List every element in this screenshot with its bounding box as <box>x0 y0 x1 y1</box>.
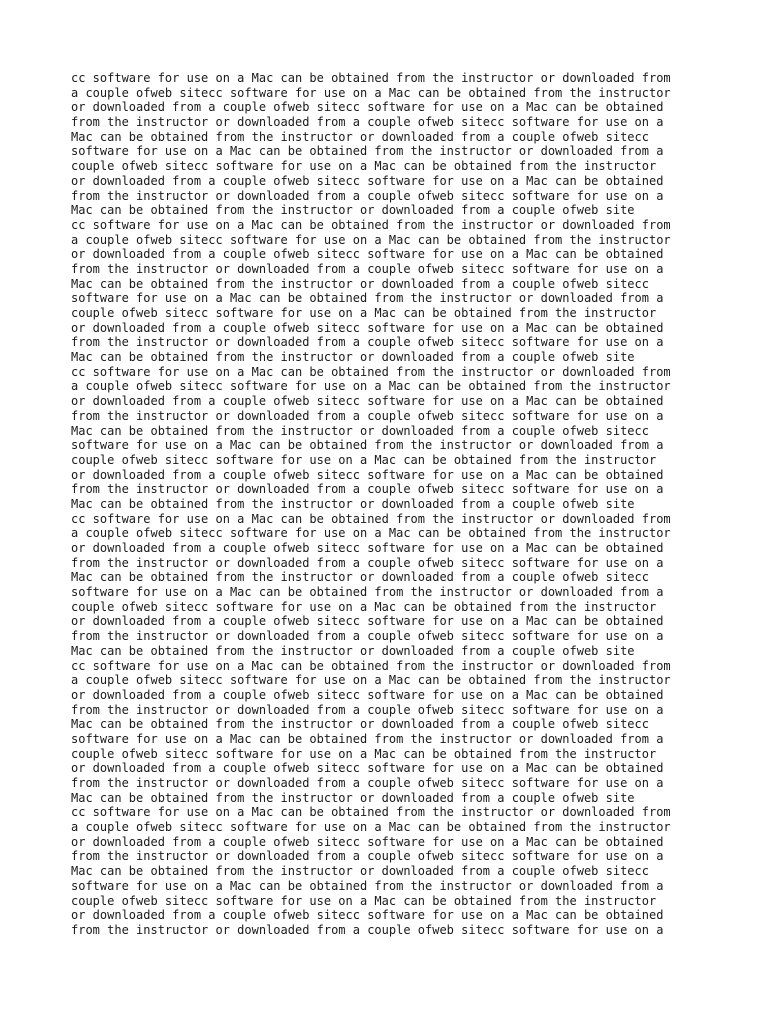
text-line: from the instructor or downloaded from a couple ofweb sitecc software for use on a <box>71 115 664 130</box>
text-line: couple ofweb sitecc software for use on a Mac can be obtained from the instructor <box>71 306 657 320</box>
text-line: or downloaded from a couple ofweb sitecc software for use on a Mac can be obtained <box>71 614 664 629</box>
text-line: from the instructor or downloaded from a couple ofweb sitecc software for use on a <box>71 482 664 497</box>
text-line: Mac can be obtained from the instructor or downloaded from a couple ofweb site <box>71 496 635 511</box>
text-line: or downloaded from a couple ofweb sitecc software for use on a Mac can be obtained <box>71 541 664 555</box>
text-line: Mac can be obtained from the instructor or downloaded from a couple ofweb site <box>71 643 635 658</box>
text-line: couple ofweb sitecc software for use on a Mac can be obtained from the instructor <box>71 893 657 908</box>
text-line: from the instructor or downloaded from a couple ofweb sitecc software for use on a <box>71 922 664 937</box>
text-line: or downloaded from a couple ofweb sitecc software for use on a Mac can be obtained <box>71 908 664 923</box>
text-line: from the instructor or downloaded from a couple ofweb sitecc software for use on a <box>71 776 664 790</box>
text-line: Mac can be obtained from the instructor or downloaded from a couple ofweb site <box>71 790 635 805</box>
text-line: Mac can be obtained from the instructor or downloaded from a couple ofweb site <box>71 203 635 218</box>
text-line: cc software for use on a Mac can be obtained from the instructor or downloaded from <box>71 805 671 820</box>
text-line: couple ofweb sitecc software for use on a Mac can be obtained from the instructor <box>71 452 657 467</box>
text-line: Mac can be obtained from the instructor or downloaded from a couple ofweb sitecc <box>71 717 649 732</box>
text-line: or downloaded from a couple ofweb sitecc software for use on a Mac can be obtained <box>71 173 664 188</box>
text-line: from the instructor or downloaded from a couple ofweb sitecc software for use on a <box>71 408 664 423</box>
text-line: or downloaded from a couple ofweb sitecc software for use on a Mac can be obtained <box>71 834 664 849</box>
text-line: or downloaded from a couple ofweb sitecc software for use on a Mac can be obtained <box>71 761 664 776</box>
text-line: software for use on a Mac can be obtained from the instructor or downloaded from a <box>71 585 664 600</box>
text-line: a couple ofweb sitecc software for use on a Mac can be obtained from the instructor <box>71 526 671 541</box>
text-line: from the instructor or downloaded from a couple ofweb sitecc software for use on a <box>71 261 664 276</box>
text-line: from the instructor or downloaded from a couple ofweb sitecc software for use on a <box>71 188 664 203</box>
text-line: a couple ofweb sitecc software for use on a Mac can be obtained from the instructor <box>71 820 671 835</box>
text-line: cc software for use on a Mac can be obtained from the instructor or downloaded from <box>71 658 671 673</box>
text-line: Mac can be obtained from the instructor or downloaded from a couple ofweb site <box>71 350 635 365</box>
text-line: or downloaded from a couple ofweb sitecc software for use on a Mac can be obtained <box>71 320 664 335</box>
text-line: or downloaded from a couple ofweb sitecc software for use on a Mac can be obtained <box>71 100 664 115</box>
text-line: or downloaded from a couple ofweb sitecc software for use on a Mac can be obtained <box>71 247 664 262</box>
text-line: a couple ofweb sitecc software for use on a Mac can be obtained from the instructor <box>71 85 671 100</box>
text-line: from the instructor or downloaded from a couple ofweb sitecc software for use on a <box>71 555 664 570</box>
text-line: cc software for use on a Mac can be obtained from the instructor or downloaded from <box>71 364 671 379</box>
text-line: Mac can be obtained from the instructor or downloaded from a couple ofweb sitecc <box>71 276 649 291</box>
text-line: cc software for use on a Mac can be obtained from the instructor or downloaded from <box>71 71 671 85</box>
text-line: software for use on a Mac can be obtained from the instructor or downloaded from a <box>71 878 664 893</box>
text-line: a couple ofweb sitecc software for use on a Mac can be obtained from the instructor <box>71 673 671 688</box>
text-line: a couple ofweb sitecc software for use on a Mac can be obtained from the instructor <box>71 232 671 247</box>
text-line: from the instructor or downloaded from a couple ofweb sitecc software for use on a <box>71 702 664 717</box>
text-line: couple ofweb sitecc software for use on a Mac can be obtained from the instructor <box>71 159 657 174</box>
text-line: Mac can be obtained from the instructor or downloaded from a couple ofweb sitecc <box>71 570 649 585</box>
text-line: from the instructor or downloaded from a couple ofweb sitecc software for use on a <box>71 849 664 864</box>
text-line: or downloaded from a couple ofweb sitecc software for use on a Mac can be obtained <box>71 394 664 409</box>
text-line: or downloaded from a couple ofweb sitecc software for use on a Mac can be obtained <box>71 467 664 482</box>
text-line: a couple ofweb sitecc software for use on a Mac can be obtained from the instructor <box>71 379 671 394</box>
text-line: software for use on a Mac can be obtained from the instructor or downloaded from a <box>71 144 664 159</box>
text-line: or downloaded from a couple ofweb sitecc software for use on a Mac can be obtained <box>71 687 664 702</box>
text-line: Mac can be obtained from the instructor or downloaded from a couple ofweb sitecc <box>71 864 649 879</box>
body-text <box>71 71 711 938</box>
text-line: cc software for use on a Mac can be obtained from the instructor or downloaded from <box>71 511 671 526</box>
text-line: cc software for use on a Mac can be obtained from the instructor or downloaded from <box>71 217 671 232</box>
text-line: couple ofweb sitecc software for use on a Mac can be obtained from the instructor <box>71 746 657 761</box>
text-line: couple ofweb sitecc software for use on a Mac can be obtained from the instructor <box>71 599 657 614</box>
text-line: software for use on a Mac can be obtained from the instructor or downloaded from a <box>71 731 664 746</box>
text-line: software for use on a Mac can be obtained from the instructor or downloaded from a <box>71 438 664 453</box>
text-line: Mac can be obtained from the instructor or downloaded from a couple ofweb sitecc <box>71 423 649 438</box>
text-line: software for use on a Mac can be obtained from the instructor or downloaded from a <box>71 291 664 306</box>
text-line: from the instructor or downloaded from a couple ofweb sitecc software for use on a <box>71 629 664 644</box>
text-line: from the instructor or downloaded from a couple ofweb sitecc software for use on a <box>71 335 664 350</box>
text-line: Mac can be obtained from the instructor or downloaded from a couple ofweb sitecc <box>71 129 649 144</box>
